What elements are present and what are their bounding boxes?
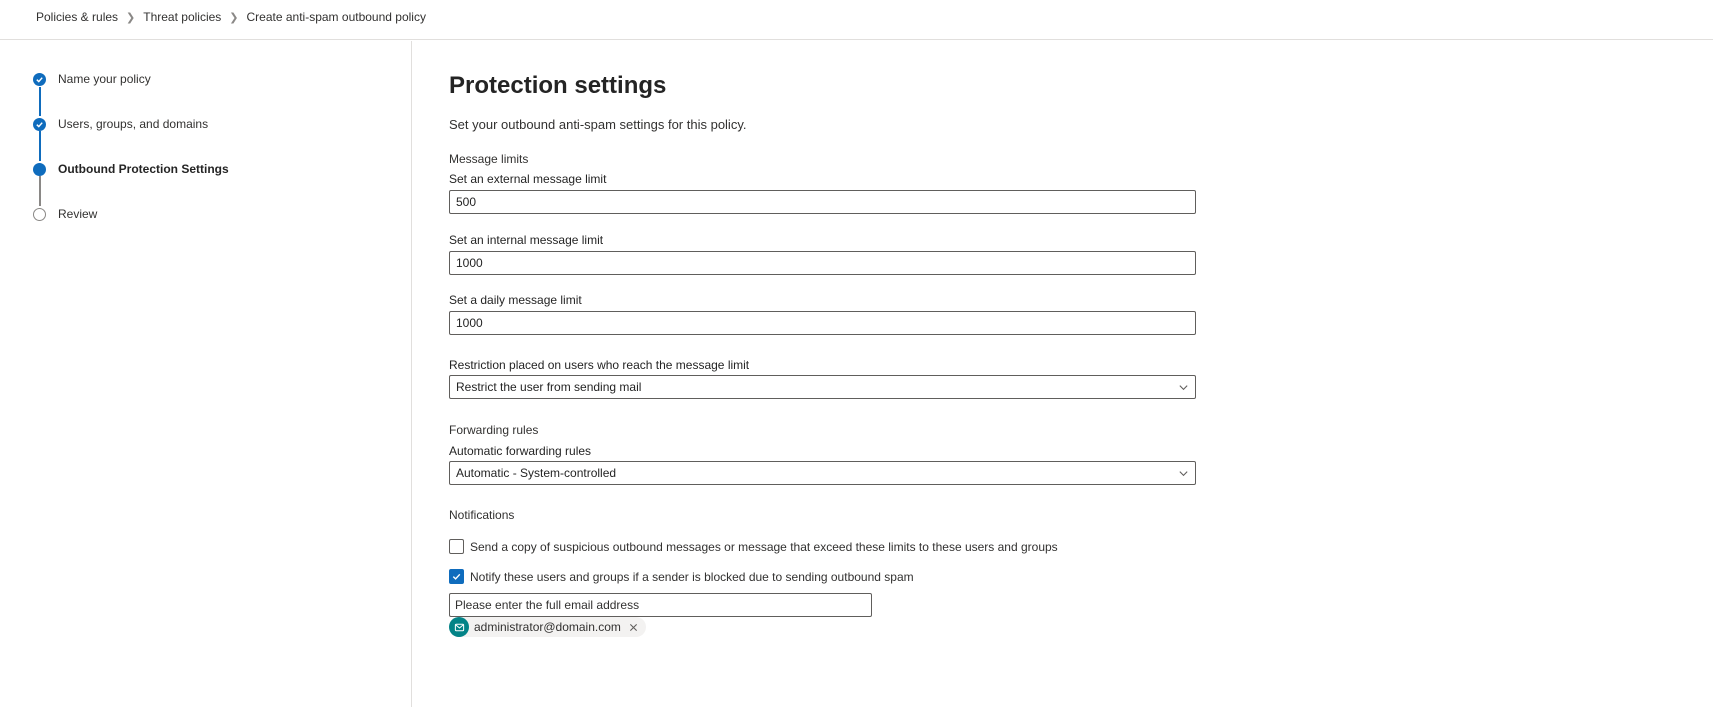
chevron-down-icon — [1178, 382, 1189, 393]
send-copy-checkbox[interactable] — [449, 539, 464, 554]
notify-blocked-checkbox[interactable] — [449, 569, 464, 584]
recipient-email: administrator@domain.com — [474, 620, 621, 634]
wizard-step-review[interactable] — [33, 207, 97, 221]
wizard-step-name-policy[interactable] — [33, 72, 151, 86]
chevron-right-icon: ❯ — [126, 11, 136, 24]
mail-icon — [449, 617, 469, 637]
internal-limit-input[interactable]: 1000 — [449, 251, 1196, 275]
notify-blocked-option[interactable] — [449, 569, 914, 584]
page-title: Protection settings — [449, 72, 667, 99]
chevron-right-icon: ❯ — [229, 11, 239, 24]
wizard-steps-pane — [0, 41, 412, 707]
daily-limit-input[interactable]: 1000 — [449, 311, 1196, 335]
wizard-step-users-groups[interactable] — [33, 117, 208, 131]
step-connector — [39, 87, 41, 116]
breadcrumb-policies-rules[interactable]: Policies & rules — [36, 10, 119, 24]
external-limit-label: Set an external message limit — [449, 172, 607, 186]
top-bar — [0, 0, 1713, 40]
chevron-down-icon — [1178, 468, 1189, 479]
send-copy-label: Send a copy of suspicious outbound messages or message that exceed these limits to these users and groups — [470, 539, 1058, 554]
step-connector — [39, 176, 41, 206]
wizard-step-label: Outbound Protection Settings — [58, 162, 229, 176]
close-icon[interactable] — [629, 623, 638, 632]
breadcrumb-threat-policies[interactable]: Threat policies — [143, 10, 222, 24]
wizard-step-outbound-protection[interactable] — [33, 162, 229, 176]
restriction-selected-value: Restrict the user from sending mail — [456, 380, 642, 394]
restriction-label: Restriction placed on users who reach the message limit — [449, 358, 750, 372]
auto-forwarding-dropdown[interactable] — [449, 461, 1196, 485]
recipient-email-input[interactable]: Please enter the full email address — [449, 593, 872, 617]
breadcrumb-current-page: Create anti-spam outbound policy — [246, 10, 426, 24]
wizard-step-label: Name your policy — [58, 72, 151, 86]
step-connector — [39, 131, 41, 161]
auto-forwarding-label: Automatic forwarding rules — [449, 444, 592, 458]
send-copy-option[interactable] — [449, 539, 1058, 554]
check-icon — [33, 73, 46, 86]
check-icon — [33, 118, 46, 131]
wizard-step-label: Review — [58, 207, 98, 221]
page-description: Set your outbound anti-spam settings for this policy. — [449, 117, 747, 132]
external-limit-input[interactable]: 500 — [449, 190, 1196, 214]
recipient-pill[interactable] — [449, 617, 646, 637]
daily-limit-label: Set a daily message limit — [449, 293, 582, 307]
notifications-heading: Notifications — [449, 508, 515, 522]
empty-circle-icon — [33, 208, 46, 221]
wizard-step-label: Users, groups, and domains — [58, 117, 209, 131]
message-limits-heading: Message limits — [449, 152, 529, 166]
internal-limit-label: Set an internal message limit — [449, 233, 604, 247]
notify-blocked-label: Notify these users and groups if a sender is blocked due to sending outbound spam — [470, 569, 914, 584]
restriction-dropdown[interactable] — [449, 375, 1196, 399]
forwarding-rules-heading: Forwarding rules — [449, 423, 539, 437]
auto-forwarding-selected-value: Automatic - System-controlled — [456, 466, 617, 480]
breadcrumb — [36, 10, 426, 24]
current-step-dot-icon — [33, 163, 46, 176]
